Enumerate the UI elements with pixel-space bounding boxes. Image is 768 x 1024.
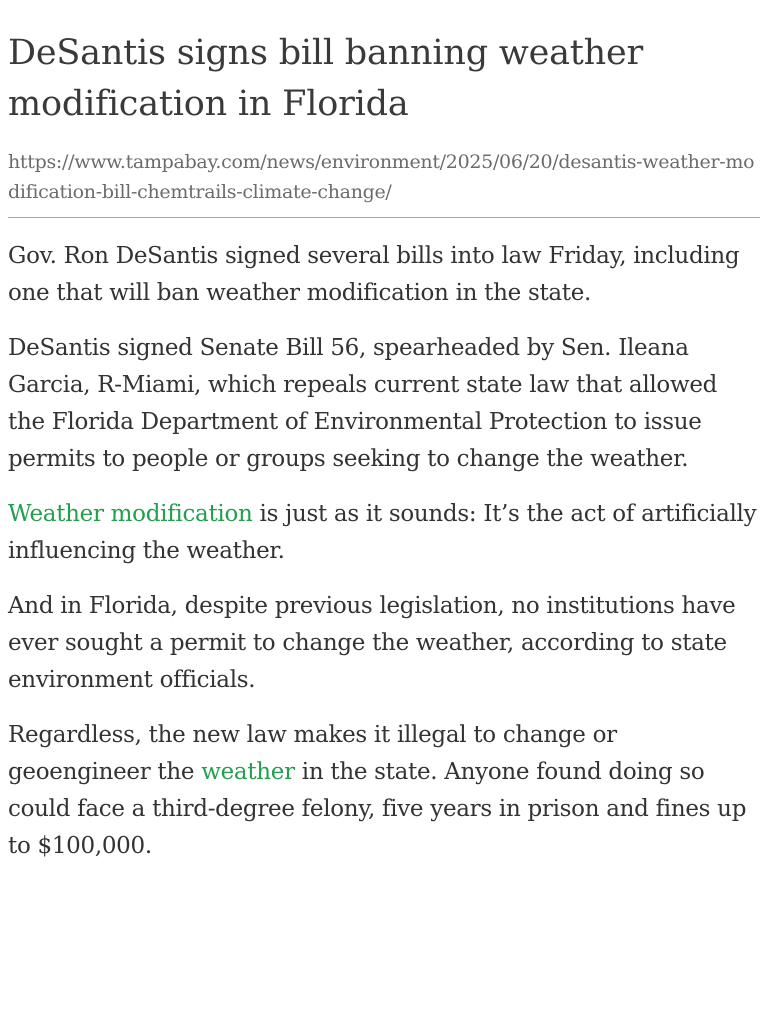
paragraph-5 (8, 717, 760, 865)
paragraph-5-text-end: in the state. Anyone found doing so could face a third-degree felony, five years in prison and fines up to $100,000. (8, 759, 747, 859)
paragraph-1: Gov. Ron DeSantis signed several bills into law Friday, including one that will ban weather modification in the state. (8, 243, 740, 306)
article-title: DeSantis signs bill banning weather modification in Florida (8, 33, 644, 124)
weather-link[interactable]: weather (201, 759, 295, 785)
paragraph-4: And in Florida, despite previous legislation, no institutions have ever sought a permit to change the weather, according to state environment officials. (8, 593, 736, 693)
weather-modification-link[interactable]: Weather modification (8, 501, 253, 527)
article-source-url[interactable]: https://www.tampabay.com/news/environment/2025/06/20/desantis-weather-modification-bill-chemtrails-climate-change/ (8, 147, 760, 218)
article-body (8, 238, 760, 865)
paragraph-5-text-start: Regardless, the new law makes it illegal to change or geoengineer the (8, 722, 617, 785)
paragraph-3-text: is just as it sounds: It’s the act of artificially influencing the weather. (8, 501, 757, 564)
paragraph-2: DeSantis signed Senate Bill 56, spearheaded by Sen. Ileana Garcia, R-Miami, which repeals current state law that allowed the Florida Department of Environmental Protection to issue permits to people or groups seeking to change the weather. (8, 335, 718, 472)
paragraph-3 (8, 496, 760, 570)
